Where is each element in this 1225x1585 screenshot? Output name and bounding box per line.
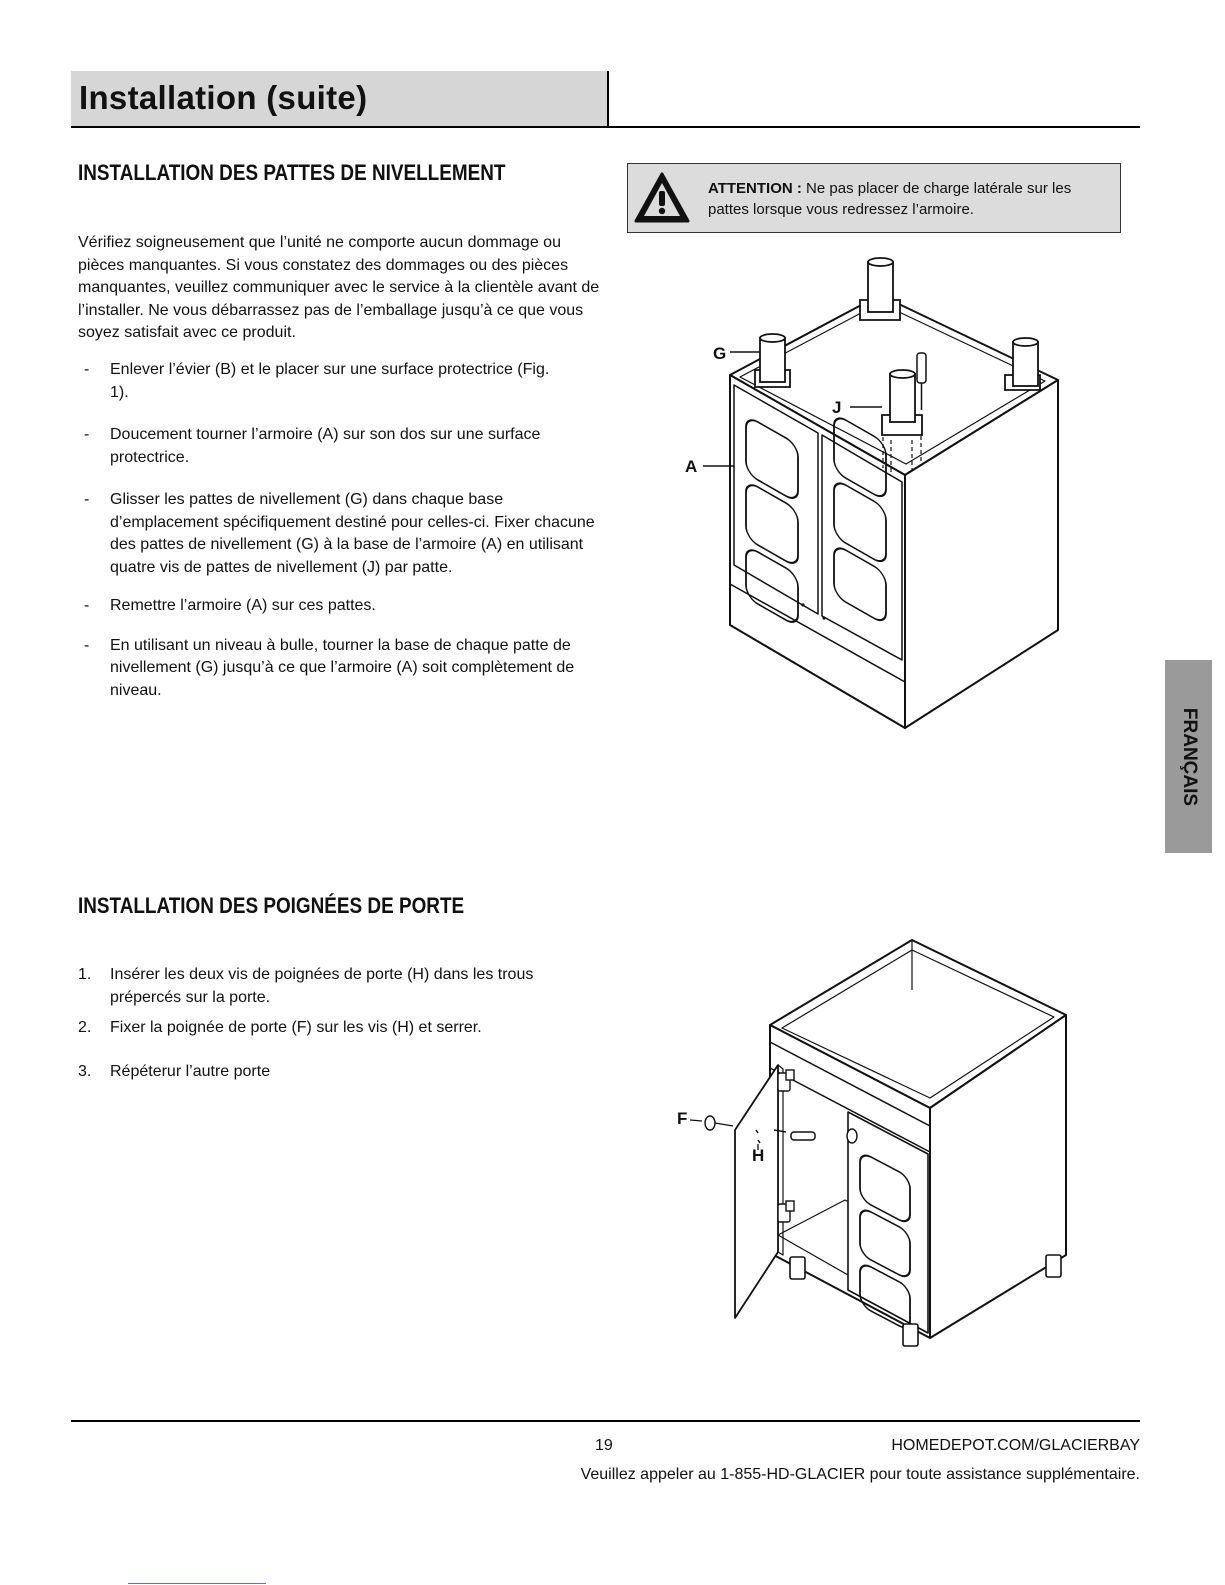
bottom-divider	[128, 1583, 266, 1584]
callout-f: F	[677, 1109, 688, 1128]
header-rule	[71, 126, 1140, 128]
leveling-section-title: INSTALLATION DES PATTES DE NIVELLEMENT	[78, 160, 506, 185]
list-item: - Glisser les pattes de nivellement (G) dans chaque base d’emplacement spécifiquement destiné pour celles-ci. Fixer chacune des pattes de nivellement (G) à la base de l’armoire (A) en utilisant quatre vis de pattes de nivellement (J) par patte.	[84, 491, 595, 576]
list-item: - Doucement tourner l’armoire (A) sur son dos sur une surface protectrice.	[84, 426, 541, 466]
warning-icon	[633, 170, 691, 226]
callout-a: A	[685, 457, 698, 476]
handles-section-title: INSTALLATION DES POIGNÉES DE PORTE	[78, 893, 465, 918]
list-item: - Enlever l’évier (B) et le placer sur une surface protectrice (Fig. 1).	[84, 361, 550, 401]
door-handle-illustration	[690, 930, 1090, 1360]
callout-h: H	[752, 1146, 765, 1165]
handles-steps	[78, 964, 608, 1083]
list-item: - Remettre l’armoire (A) sur ces pattes.	[84, 597, 376, 614]
callout-g: G	[713, 344, 727, 363]
leveling-legs-illustration	[700, 250, 1080, 730]
warning-box	[627, 163, 1121, 233]
warning-text: Ne pas placer de charge latérale sur les pattes lorsque vous redressez l’armoire.	[708, 180, 1072, 218]
footer-help-text: Veuillez appeler au 1-855-HD-GLACIER pour toute assistance supplémentaire.	[580, 1466, 1140, 1483]
list-item: 2. Fixer la poignée de porte (F) sur les vis (H) et serrer.	[78, 1019, 482, 1036]
leveling-intro: Vérifiez soigneusement que l’unité ne comporte aucun dommage ou pièces manquantes. Si vous constatez des dommages ou des pièces manquantes, veuillez communiquer avec le service à la clientèle avant de l’installer. Ne vous débarrassez pas de l’emballage jusqu’à ce que vous soyez satisfait avec ce produit.	[78, 234, 600, 341]
warning-label: ATTENTION :	[708, 180, 802, 197]
leveling-steps	[78, 359, 608, 702]
footer-url: HOMEDEPOT.COM/GLACIERBAY	[891, 1437, 1140, 1454]
warning-message	[708, 178, 1108, 220]
page-number: 19	[595, 1437, 613, 1454]
callout-j: J	[832, 398, 842, 417]
list-item: 3. Répéterur l’autre porte	[78, 1062, 271, 1080]
header-divider	[607, 71, 609, 127]
list-item: 1. Insérer les deux vis de poignées de porte (H) dans les trous prépercés sur la porte.	[78, 966, 534, 1006]
page-header	[71, 71, 1140, 127]
footer-rule	[71, 1420, 1140, 1422]
list-item: - En utilisant un niveau à bulle, tourner la base de chaque patte de nivellement (G) jusqu’à ce que l’armoire (A) soit complètement de niveau.	[84, 636, 575, 699]
page-title: Installation (suite)	[79, 79, 368, 116]
language-tab-label: FRANÇAIS	[1178, 707, 1200, 806]
language-tab	[1165, 660, 1212, 853]
